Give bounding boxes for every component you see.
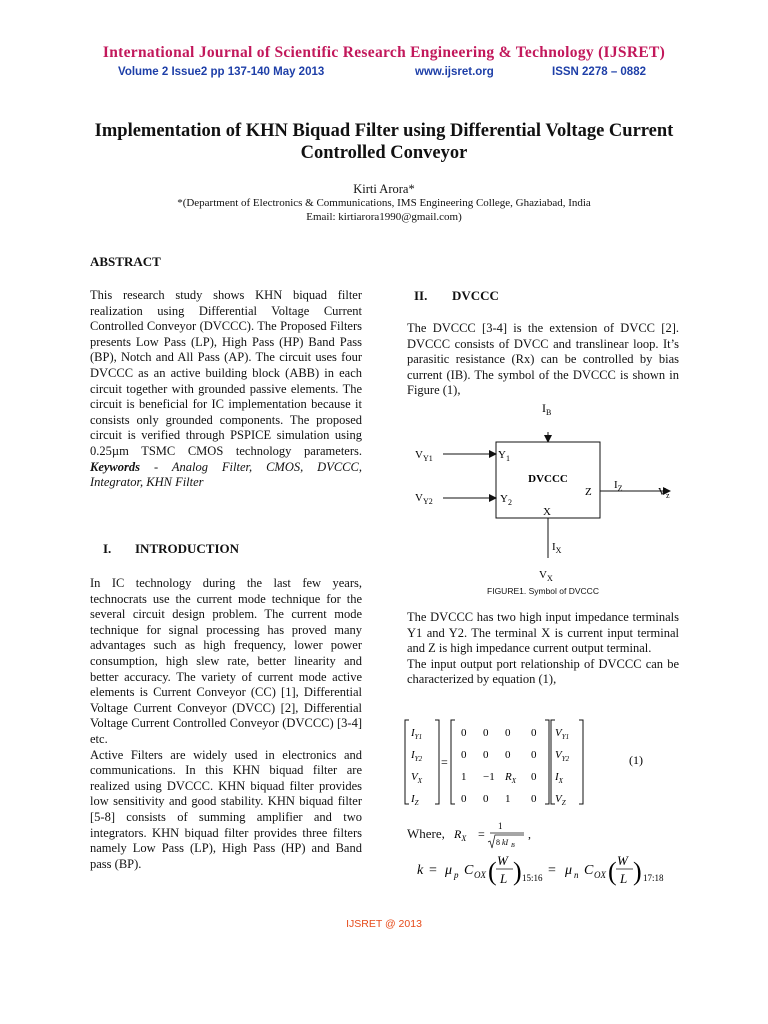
rhs-vz: $V_Z$ [555, 793, 566, 807]
svg-text:kI: kI [502, 838, 509, 847]
matrix-cell: 0 [461, 727, 467, 739]
svg-text:μ: μ [445, 863, 453, 878]
author-affiliation [0, 196, 768, 224]
svg-text:W: W [497, 853, 508, 868]
y2-terminal-label: $Y_2$ [500, 493, 512, 507]
svg-text:C: C [584, 863, 594, 878]
svg-text:k: k [417, 863, 424, 878]
matrix-cell: 0 [483, 749, 489, 761]
svg-text:1: 1 [498, 821, 503, 831]
dvccc-block-label: DVCCC [528, 473, 568, 485]
matrix-cell: 0 [505, 749, 511, 761]
section-number-intro: I. [103, 541, 112, 556]
svg-text:C: C [464, 863, 474, 878]
abstract-heading: ABSTRACT [90, 254, 161, 269]
journal-website[interactable]: www.ijsret.org [415, 66, 494, 78]
svg-text:n: n [574, 870, 579, 880]
vy2-label: $V_{Y2}$ [415, 492, 433, 506]
intro-paragraph-1: In IC technology during the last few years, technocrats use the current mode technique for the several circuit design problem. The current mode technique for signal processing has proved many advantages such as high frequency, lower power consumption, high slew rate, better linearity and better accuracy. The variety of current mode active elements is Current Conveyor (CC) [1], Differential Voltage Current Conveyor (DVCC) [2], Differential Voltage Current Controlled Conveyor (DVCCC) [3-4] etc. [90, 576, 362, 746]
svg-text:15:16: 15:16 [522, 873, 543, 883]
dvccc-paragraph-1: The DVCCC [3-4] is the extension of DVCC [2]. DVCCC consists of DVCC and translinear loop. It’s parasitic resistance (Rx) can be controlled by bias current (IB). The symbol of the DVCCC is shown in Figure (1), [407, 321, 679, 398]
svg-text:8: 8 [496, 838, 500, 847]
matrix-cell: 0 [505, 727, 511, 739]
svg-text:W: W [617, 853, 628, 868]
intro-paragraph-2: Active Filters are widely used in electronics and communications. In this KHN biquad filter are realized using DVCCC. KHN biquad filter provides low sensitivity and good stability. KHN biquad filter [5-8] consists of summing amplifier and two integrators. KHN biquad filter provides three filters namely Low Pass (LP), High Pass (HP) and Band pass (BP). [90, 747, 362, 871]
matrix-cell: 0 [483, 727, 489, 739]
svg-text:17:18: 17:18 [643, 873, 664, 883]
svg-text:,: , [528, 827, 531, 841]
x-terminal-label: X [543, 506, 551, 518]
svg-text:L: L [500, 871, 508, 886]
matrix-cell: 1 [505, 793, 511, 805]
k-equation [415, 848, 680, 890]
vz-label: $V_z$ [658, 486, 670, 500]
volume-info: Volume 2 Issue2 pp 137-140 May 2013 [118, 66, 325, 78]
dvccc-text-block [407, 610, 679, 688]
y1-terminal-label: $Y_1$ [498, 449, 510, 463]
svg-text:): ) [633, 857, 642, 886]
dvccc-heading: DVCCC [452, 288, 499, 303]
author-name: Kirti Arora* [353, 182, 415, 196]
dvccc-paragraph-3: The input output port relationship of DVCCC can be characterized by equation (1), [407, 656, 679, 687]
equation-number: (1) [629, 753, 643, 767]
lhs-iy2: $I_{Y2}$ [411, 749, 423, 763]
keywords-label: Keywords [90, 459, 140, 474]
matrix-cell: 0 [461, 749, 467, 761]
vx-label: $V_X$ [539, 569, 553, 583]
svg-text:p: p [454, 870, 459, 880]
svg-text:=: = [478, 827, 485, 841]
lhs-iy1: $I_{Y1}$ [411, 727, 423, 741]
matrix-cell: 0 [531, 793, 537, 805]
svg-text:L: L [620, 871, 628, 886]
svg-text:=: = [429, 863, 437, 878]
matrix-cell: 1 [461, 771, 467, 783]
matrix-cell: 0 [461, 793, 467, 805]
lhs-vx: $V_X$ [411, 771, 423, 785]
rhs-vy2: $V_{Y2}$ [555, 749, 570, 763]
svg-text:(: ( [488, 857, 497, 886]
rx-equation [452, 818, 562, 852]
section-number-dvccc: II. [414, 288, 428, 303]
svg-text:OX: OX [474, 870, 486, 880]
ix-label: $I_X$ [552, 541, 562, 555]
matrix-cell: 0 [483, 793, 489, 805]
matrix-cell: 0 [531, 771, 537, 783]
matrix-cell: $R_X$ [505, 771, 517, 785]
abstract-text: This research study shows KHN biquad filter realization using Differential Voltage Current Controlled Conveyor (DVCCC). The Proposed Filters presents Low Pass (LP), High Pass (HP) Band Pass (BP), Notch and All Pass (AP). The circuit uses four DVCCC as an active building block (ABB) in each circuit together with grounded passive elements. The circuit is beneficial for IC implementation because it consists only grounded components. The proposed circuit is verified through PSPICE simulation using 0.25µm TSMC CMOS technology parameters. [90, 288, 362, 458]
iz-label: $I_Z$ [614, 479, 623, 493]
matrix-cell: 0 [531, 749, 537, 761]
introduction-heading: INTRODUCTION [135, 541, 240, 556]
author-email: Email: kirtiarora1990@gmail.com) [306, 211, 462, 223]
paper-title: Implementation of KHN Biquad Filter using Differential Voltage Current Controlled Conveyor [94, 121, 674, 163]
figure-caption: FIGURE1. Symbol of DVCCC [487, 586, 599, 596]
journal-title: International Journal of Scientific Research Engineering & Technology (IJSRET) [102, 44, 666, 61]
matrix-cell: −1 [483, 771, 495, 783]
svg-text:): ) [513, 857, 522, 886]
dvccc-symbol-figure [405, 398, 695, 584]
dvccc-paragraph-2: The DVCCC has two high input impedance terminals Y1 and Y2. The terminal X is current input terminal and Z is high impedance current output terminal. [407, 610, 679, 656]
rhs-ix: $I_X$ [555, 771, 563, 785]
keywords-list: - Analog Filter, CMOS, DVCCC, Integrator, KHN Filter [90, 459, 362, 490]
issn: ISSN 2278 – 0882 [552, 66, 646, 78]
svg-text:=: = [548, 863, 556, 878]
introduction-body [90, 576, 362, 872]
svg-text:RX: $R_X$ [454, 827, 467, 843]
svg-text:μ: μ [565, 863, 573, 878]
vy1-label: $V_{Y1}$ [415, 449, 433, 463]
where-label: Where, [407, 826, 445, 841]
svg-text:OX: OX [594, 870, 606, 880]
affiliation-line: *(Department of Electronics & Communications, IMS Engineering College, Ghaziabad, India [177, 197, 591, 209]
equals-sign: = [441, 755, 448, 769]
matrix-cell: 0 [531, 727, 537, 739]
svg-text:(: ( [608, 857, 617, 886]
rhs-vy1: $V_{Y1}$ [555, 727, 570, 741]
abstract-body [90, 288, 362, 491]
lhs-iz: $I_Z$ [411, 793, 419, 807]
page-footer: IJSRET @ 2013 [346, 918, 422, 930]
z-terminal-label: Z [585, 486, 592, 498]
port-relationship-matrix [403, 718, 683, 808]
svg-text:B: B [511, 843, 515, 849]
ib-label: $I_B$ [542, 401, 552, 417]
